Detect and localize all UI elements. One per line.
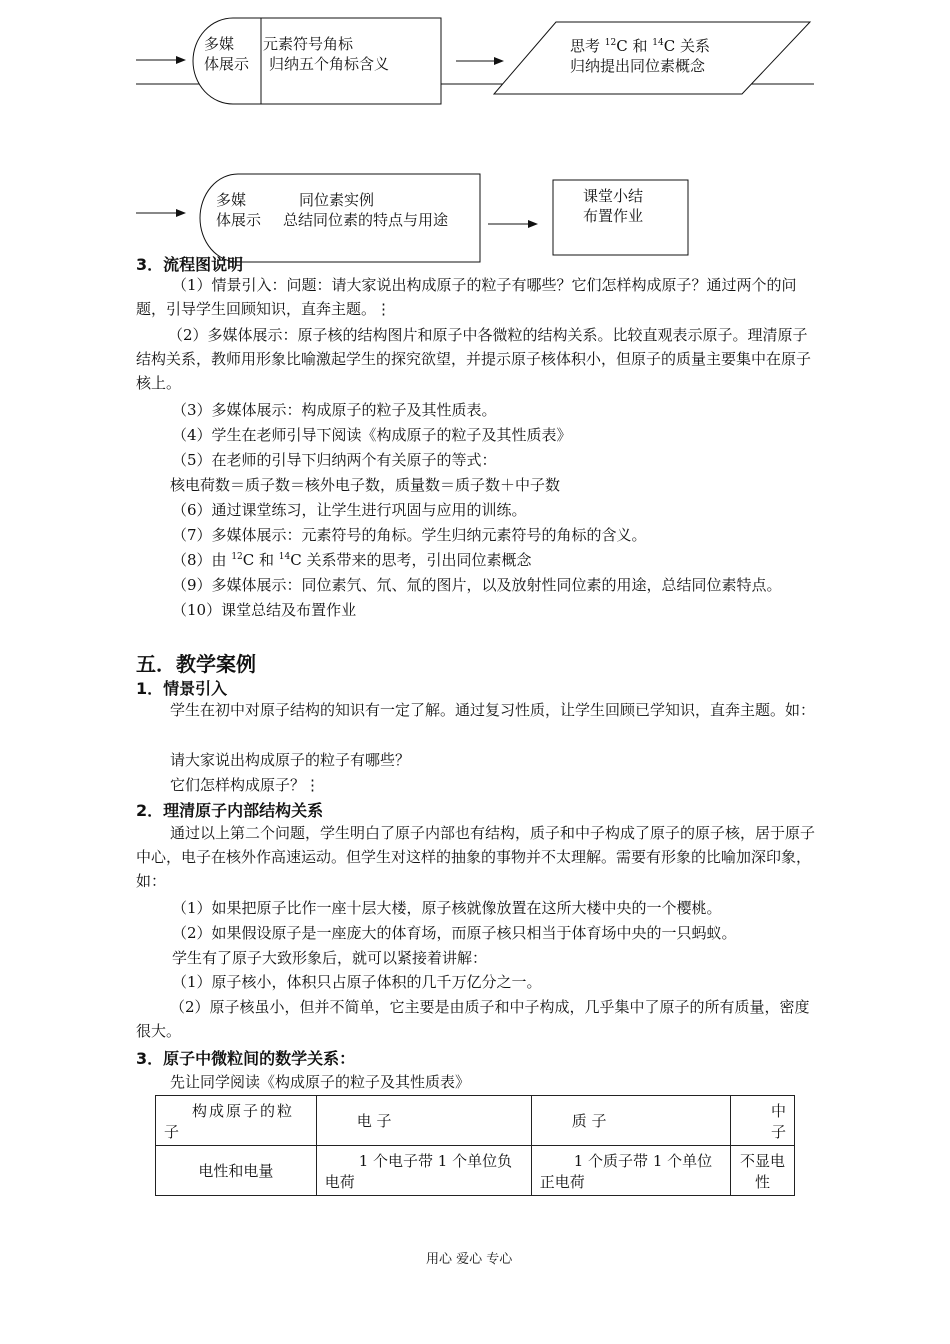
particle-properties-table — [155, 1095, 795, 1196]
flow-r2-left-text — [216, 190, 261, 230]
table-cell: 电 子 — [316, 1096, 531, 1146]
paragraph: （3）多媒体展示：构成原子的粒子及其性质表。 — [172, 401, 497, 419]
section-heading: 2．理清原子内部结构关系 — [136, 801, 324, 820]
paragraph — [172, 548, 531, 572]
paragraph: （1）如果把原子比作一座十层大楼，原子核就像放置在这所大楼中央的一个樱桃。 — [172, 899, 722, 917]
paragraph: 学生有了原子大致形象后，就可以紧接着讲解： — [172, 949, 488, 967]
flow-text: C 关系 — [663, 37, 710, 55]
flow-text: 思考 — [570, 37, 601, 55]
text-part: C 关系带来的思考，引出同位素概念 — [290, 551, 532, 569]
paragraph: 通过以上第二个问题，学生明白了原子内部也有结构，质子和中子构成了原子的原子核，居于原子中心，电子在核外作高速运动。但学生对这样的抽象的事物并不太理解。需要有形象的比喻加深印象，如： — [136, 824, 816, 890]
flow-text: C 和 — [616, 37, 648, 55]
paragraph: 学生在初中对原子结构的知识有一定了解。通过复习性质，让学生回顾已学知识，直奔主题。如： — [170, 701, 816, 719]
flow-label: 多媒 — [216, 191, 247, 209]
flow-label: 布置作业 — [583, 207, 644, 225]
flow-r2-summary-text — [583, 186, 643, 226]
arrowhead-icon — [176, 56, 186, 64]
flow-label: 同位素实例 — [299, 191, 375, 209]
mass-number: 14 — [278, 552, 291, 562]
flow-label: 归纳五个角标含义 — [269, 55, 390, 73]
mass-number: 12 — [231, 552, 243, 562]
paragraph: （1）情景引入：问题：请大家说出构成原子的粒子有哪些？它们怎样构成原子？通过两个的问题，引导学生回顾知识，直奔主题。⋮ — [136, 276, 797, 318]
flow-label: 体展示 — [216, 211, 262, 229]
flow-label — [570, 36, 710, 56]
equation: 核电荷数＝质子数＝核外电子数，质量数＝质子数＋中子数 — [170, 476, 561, 494]
table-cell: 1 个电子带 1 个单位负电荷 — [316, 1146, 531, 1196]
paragraph: 先让同学阅读《构成原子的粒子及其性质表》 — [170, 1073, 471, 1091]
flow-label: 体展示 — [204, 55, 250, 73]
flow-label: 总结同位素的特点与用途 — [283, 211, 449, 229]
table-cell: 不显电性 — [730, 1146, 794, 1196]
paragraph: （7）多媒体展示：元素符号的角标。学生归纳元素符号的角标的含义。 — [172, 526, 647, 544]
table-cell: 电性和电量 — [156, 1146, 317, 1196]
arrowhead-icon — [176, 209, 186, 217]
chapter-heading: 五．教学案例 — [136, 652, 256, 676]
section-heading: 1．情景引入 — [136, 679, 228, 698]
arrowhead-icon — [494, 57, 504, 65]
arrowhead-icon — [528, 220, 538, 228]
flowchart-diagram — [0, 0, 950, 270]
paragraph: （6）通过课堂练习，让学生进行巩固与应用的训练。 — [172, 501, 527, 519]
flow-r1-right-text — [263, 34, 389, 74]
table-cell: 1 个质子带 1 个单位正电荷 — [531, 1146, 730, 1196]
text-part: （8）由 — [172, 551, 232, 569]
paragraph: （2）多媒体展示：原子核的结构图片和原子中各微粒的结构关系。比较直观表示原子。理清原子结构关系，教师用形象比喻激起学生的探究欲望，并提示原子核体积小，但原子的质量主要集中在原子核上。 — [136, 326, 812, 392]
table-row — [156, 1096, 795, 1146]
flow-label: 归纳提出同位素概念 — [570, 57, 706, 75]
mass-number: 12 — [604, 38, 617, 48]
paragraph: （2）原子核虽小，但并不简单，它主要是由质子和中子构成，几乎集中了原子的所有质量，密度很大。 — [136, 998, 810, 1040]
section-heading: 3．流程图说明 — [136, 255, 244, 274]
paragraph: （5）在老师的引导下归纳两个有关原子的等式： — [172, 451, 497, 469]
mass-number: 14 — [652, 38, 664, 48]
paragraph: 它们怎样构成原子？⋮ — [170, 776, 321, 794]
flow-r1-parallelogram-text — [570, 36, 710, 76]
table-cell: 质 子 — [531, 1096, 730, 1146]
table-cell: 构成原子的粒子 — [156, 1096, 317, 1146]
paragraph: （2）如果假设原子是一座庞大的体育场，而原子核只相当于体育场中央的一只蚂蚁。 — [172, 924, 737, 942]
table-cell: 中 子 — [730, 1096, 794, 1146]
section-heading: 3．原子中微粒间的数学关系： — [136, 1049, 356, 1068]
text-part: C 和 — [242, 551, 279, 569]
paragraph: （4）学生在老师引导下阅读《构成原子的粒子及其性质表》 — [172, 426, 572, 444]
paragraph: （9）多媒体展示：同位素氕、氘、氚的图片，以及放射性同位素的用途，总结同位素特点。 — [172, 576, 782, 594]
flow-label: 元素符号角标 — [263, 35, 354, 53]
flow-r1-left-text — [204, 34, 249, 74]
page-footer: 用心 爱心 专心 — [426, 1252, 513, 1267]
paragraph: （1）原子核小，体积只占原子体积的几千万亿分之一。 — [172, 973, 542, 991]
flow-label: 课堂小结 — [583, 187, 644, 205]
paragraph: （10）课堂总结及布置作业 — [172, 601, 357, 619]
flow-r2-right-text — [283, 190, 448, 230]
paragraph: 请大家说出构成原子的粒子有哪些？ — [170, 751, 411, 769]
table-row — [156, 1146, 795, 1196]
flow-label: 多媒 — [204, 35, 235, 53]
